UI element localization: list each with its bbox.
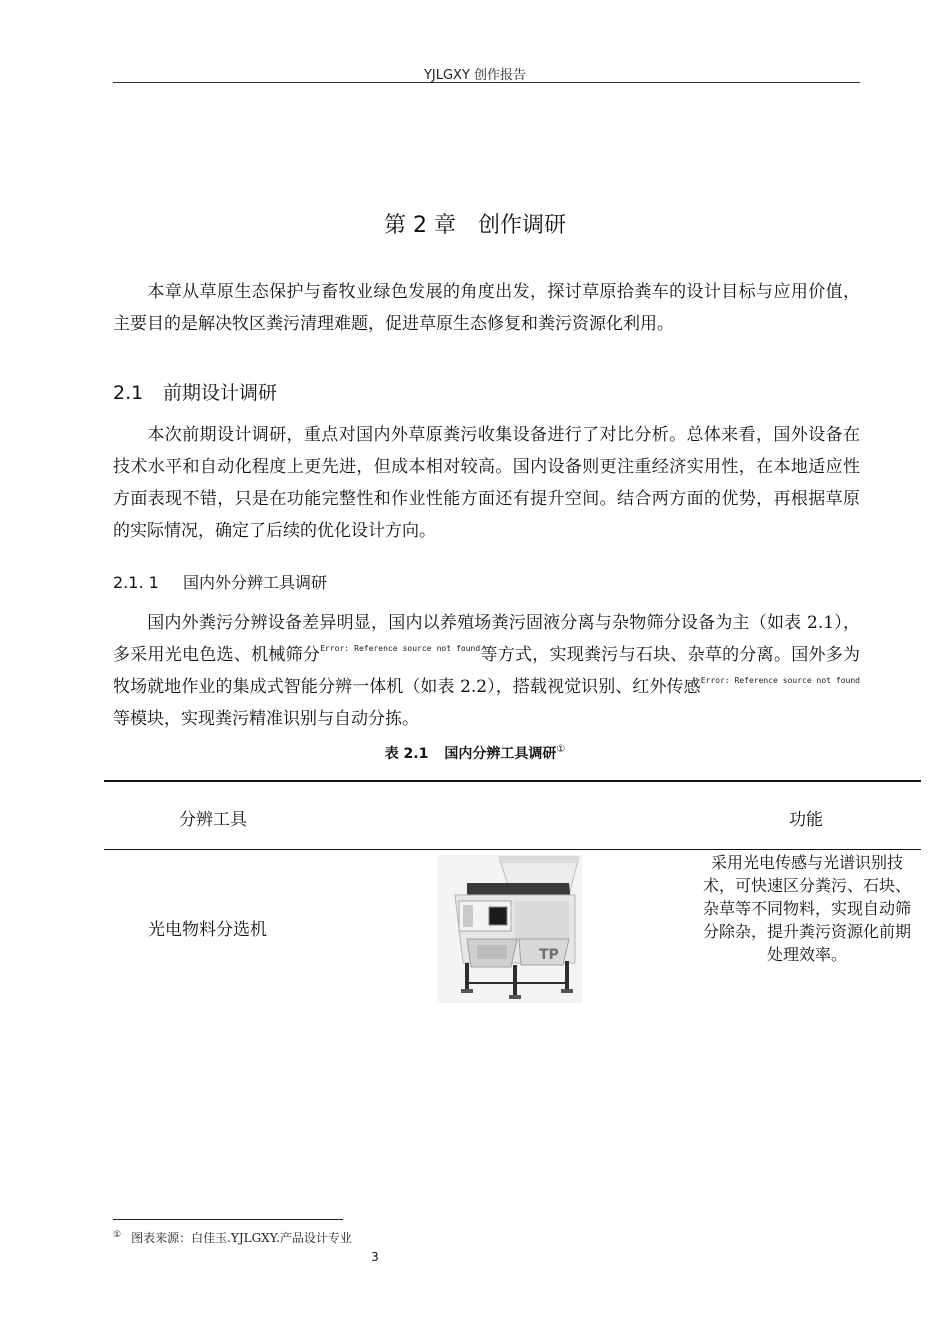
footnote-marker: ① <box>113 1230 122 1240</box>
footnote-rule <box>113 1219 343 1220</box>
chapter-name: 创作调研 <box>477 213 566 238</box>
header-rule <box>113 82 860 83</box>
sorter-machine-image <box>437 855 582 1003</box>
subsection-number: 2.1. 1 <box>113 573 159 592</box>
section-2-1-paragraph <box>113 419 860 547</box>
table-header-rule <box>104 849 921 850</box>
section-title: 前期设计调研 <box>163 382 278 404</box>
intro-paragraph <box>113 276 860 340</box>
table-top-rule <box>104 780 921 782</box>
machine-brand-label: TP <box>539 947 559 963</box>
table-caption <box>0 743 950 763</box>
page-number: 3 <box>371 1250 379 1264</box>
section-2-1-text: 本次前期设计调研，重点对国内外草原粪污收集设备进行了对比分析。总体来看，国外设备在技术水平和自动化程度上更先进，但成本相对较高。国内设备则更注重经济实用性，在本地适应性方面表现不错，只是在功能完整性和作业性能方面还有提升空间。结合两方面的优势，再根据草原的实际情况，确定了后续的优化设计方向。 <box>113 425 860 541</box>
caption-footnote-marker[interactable]: ① <box>556 744 566 755</box>
para-text-a: 国内外粪污分辨设备差异明显，国内以养殖场粪污固液分离与杂物筛分设备为主（如表 2.1），多采用光电色选、机械筛分 <box>113 613 860 665</box>
para-text-b: 等方式，实现粪污与石块、杂草的分离。国外多为牧场就地作业的集成式智能分辨一体机（如表 2.2），搭载视觉识别、红外传感 <box>113 645 861 697</box>
reference-error-1[interactable]: Error: Reference source not found <box>320 644 481 653</box>
optical-sorter-illustration <box>437 855 582 1003</box>
para-text-c: 等模块，实现粪污精准识别与自动分拣。 <box>113 709 419 729</box>
table-cell-function: 采用光电传感与光谱识别技术，可快速区分粪污、石块、杂草等不同物料，实现自动筛分除杂，提升粪污资源化前期处理效率。 <box>702 853 911 964</box>
chapter-number: 第 2 章 <box>384 213 456 238</box>
intro-text: 本章从草原生态保护与畜牧业绿色发展的角度出发，探讨草原拾粪车的设计目标与应用价值，主要目的是解决牧区粪污清理难题，促进草原生态修复和粪污资源化利用。 <box>113 282 860 334</box>
reference-error-2[interactable]: Error: Reference source not found <box>700 676 860 685</box>
caption-number: 表 2.1 <box>384 746 429 762</box>
table-cell-tool: 光电物料分选机 <box>148 920 267 940</box>
section-number: 2.1 <box>113 382 144 404</box>
section-heading-2-1 <box>113 378 277 405</box>
subsection-title: 国内外分辨工具调研 <box>183 573 328 592</box>
table-header-tool: 分辨工具 <box>179 810 247 830</box>
table-header-function: 功能 <box>789 810 823 830</box>
chapter-title <box>0 208 950 239</box>
footnote <box>113 1229 352 1246</box>
footnote-text: 图表来源：白佳玉.YJLGXY.产品设计专业 <box>131 1231 352 1245</box>
caption-title: 国内分辨工具调研 <box>444 746 557 762</box>
section-2-1-1-paragraph <box>113 607 860 735</box>
running-header: YJLGXY 创作报告 <box>423 68 527 83</box>
section-heading-2-1-1 <box>113 570 327 593</box>
